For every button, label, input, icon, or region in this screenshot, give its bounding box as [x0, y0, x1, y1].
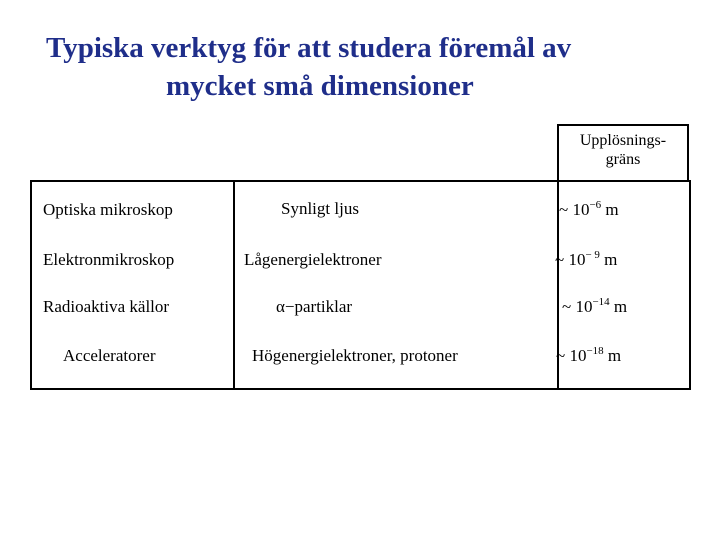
table-row-3-probe: α−partiklar [276, 297, 353, 316]
limit-unit: m [601, 200, 619, 219]
limit-exponent: −14 [592, 296, 610, 308]
table-row-4-tool: Acceleratorer [63, 346, 156, 365]
limit-exponent: −6 [589, 199, 602, 211]
limit-exponent: − 9 [585, 249, 600, 261]
table-row-2-limit [555, 251, 617, 268]
table-row-3-tool: Radioaktiva källor [43, 297, 170, 316]
limit-exponent: −18 [586, 345, 604, 357]
slide-title-line-2: mycket små dimensioner [166, 70, 474, 102]
table-row-2-tool: Elektronmikroskop [43, 250, 175, 269]
header-line-1: Upplösnings- [579, 132, 667, 149]
slide-title-line-1: Typiska verktyg för att studera föremål av [46, 32, 572, 64]
resolution-limit-header [557, 124, 689, 180]
limit-base: ~ 10 [555, 250, 586, 269]
table-row-4-probe: Högenergielektroner, protoner [252, 346, 458, 365]
table-row-3-limit [562, 298, 627, 315]
limit-unit: m [609, 297, 628, 316]
table-row-1-tool: Optiska mikroskop [43, 200, 173, 219]
limit-base: ~ 10 [559, 200, 590, 219]
limit-base: ~ 10 [562, 297, 593, 316]
header-line-2: gräns [605, 151, 641, 168]
limit-base: ~ 10 [556, 346, 587, 365]
limit-unit: m [603, 346, 622, 365]
limit-unit: m [599, 250, 618, 269]
table-row-1-limit [559, 201, 619, 218]
table-row-4-limit [556, 347, 621, 364]
table-row-1-probe: Synligt ljus [281, 199, 359, 218]
table-row-2-probe: Lågenergielektroner [244, 250, 382, 269]
column-divider-1 [233, 180, 235, 390]
